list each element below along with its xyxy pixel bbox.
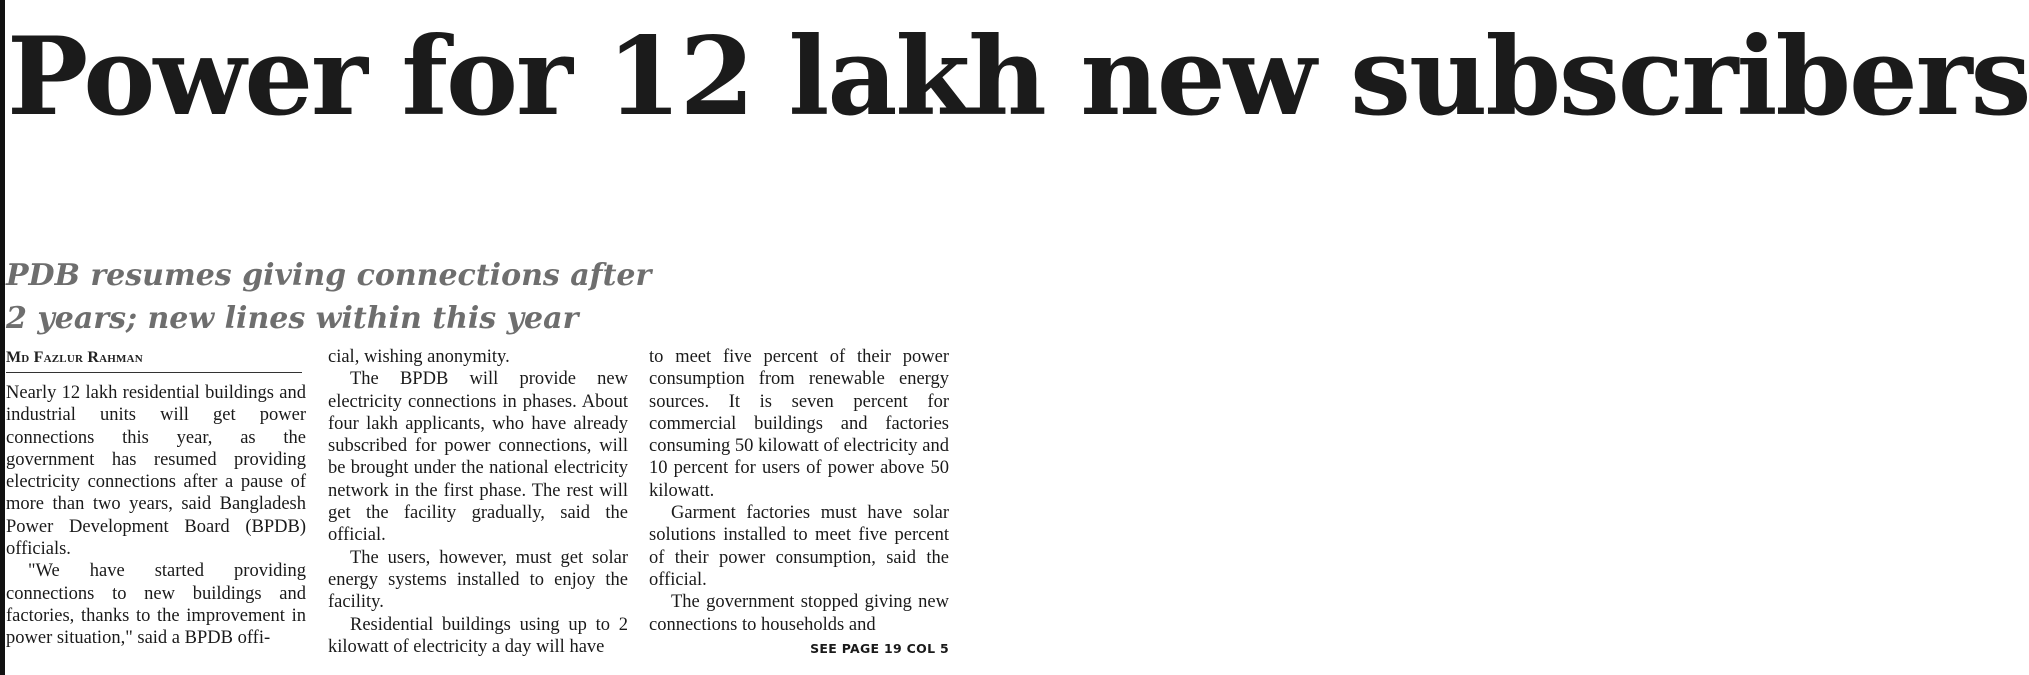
continued-on-jump-line: SEE PAGE 19 COL 5 — [810, 641, 949, 656]
byline: Md Fazlur Rahman — [6, 349, 143, 366]
paragraph: Garment factories must have solar solutions installed to meet five percent of their power consumption, said the official. — [649, 503, 949, 590]
subhead-line-1: PDB resumes giving connections after — [6, 258, 652, 293]
paragraph: Nearly 12 lakh residential buildings and industrial units will get power connections this year, as the government has resumed providing electricity connections after a pause of more than two years, said Bangladesh Power Development Board (BPDB) officials. — [6, 383, 306, 560]
article-column-2 — [328, 346, 628, 658]
left-column-rule — [0, 0, 5, 675]
subhead-line-2: 2 years; new lines within this year — [6, 301, 579, 336]
subheadline — [6, 254, 946, 340]
byline-rule — [6, 372, 302, 373]
paragraph: "We have started providing connections to new buildings and factories, thanks to the improvement in power situation," said a BPDB offi- — [6, 561, 306, 649]
paragraph: The BPDB will provide new electricity connections in phases. About four lakh applicants, who have already subscribed for power connections, will be brought under the national electricity network in the first phase. The rest will get the facility gradually, said the official. — [328, 369, 628, 546]
headline: Power for 12 lakh new subscribers — [7, 14, 2029, 140]
paragraph: to meet five percent of their power consumption from renewable energy sources. It is seven percent for commercial buildings and factories consuming 50 kilowatt of electricity and 10 percent for users of power above 50 kilowatt. — [649, 347, 949, 501]
article-column-1 — [6, 382, 306, 650]
paragraph: The users, however, must get solar energy systems installed to enjoy the facility. — [328, 547, 628, 613]
paragraph: Residential buildings using up to 2 kilowatt of electricity a day will have — [328, 614, 628, 657]
paragraph: The government stopped giving new connections to households and — [649, 592, 949, 635]
paragraph: cial, wishing anonymity. — [328, 347, 510, 367]
article-column-3 — [649, 346, 949, 636]
